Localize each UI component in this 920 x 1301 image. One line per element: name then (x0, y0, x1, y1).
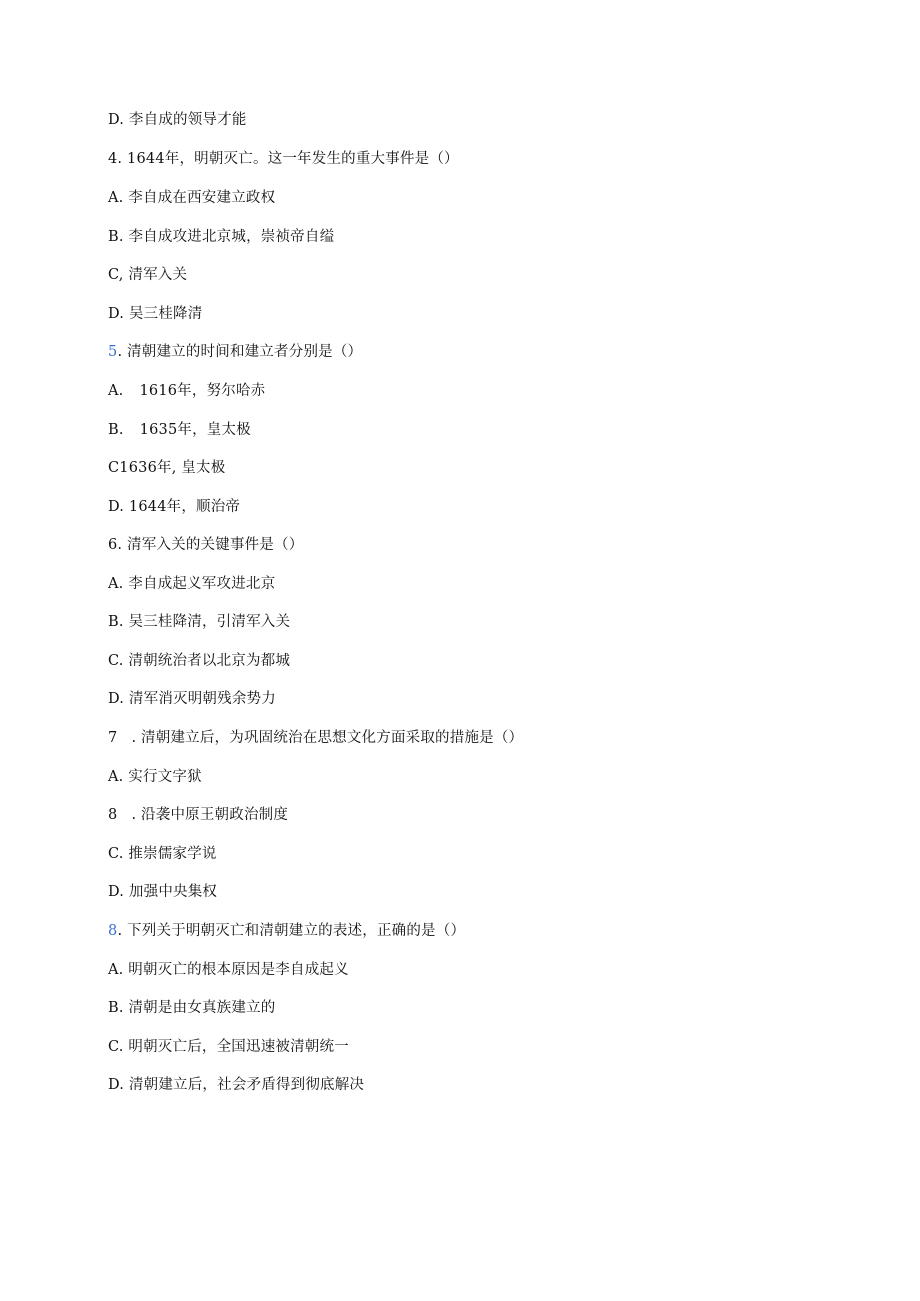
option-text: . 沿袭中原王朝政治制度 (131, 807, 289, 823)
option-b-q5 (108, 420, 251, 440)
option-b-q7 (108, 805, 288, 825)
option-number: 8 (108, 807, 118, 823)
option-c-q8: C. 明朝灭亡后，全国迅速被清朝统一 (108, 1039, 349, 1055)
option-text: 1635年，皇太极 (139, 422, 251, 438)
question-8 (108, 921, 465, 941)
option-a-q7: A. 实行文字狱 (108, 769, 202, 785)
question-number: 7 (108, 730, 118, 746)
option-c-q7: C. 推崇儒家学说 (108, 846, 217, 862)
option-a-q8: A. 明朝灭亡的根本原因是李自成起义 (108, 962, 349, 978)
option-c-q4: C, 清军入关 (108, 267, 188, 283)
question-4: 4. 1644年，明朝灭亡。这一年发生的重大事件是（） (108, 151, 459, 167)
option-b-q8: B. 清朝是由女真族建立的 (108, 1000, 276, 1016)
option-d-q8: D. 清朝建立后，社会矛盾得到彻底解决 (108, 1077, 365, 1093)
option-d-q4: D. 吴三桂降清 (108, 306, 203, 322)
option-a-q6: A. 李自成起义军攻进北京 (108, 576, 276, 592)
option-a-q5 (108, 381, 265, 401)
question-6: 6. 清军入关的关键事件是（） (108, 537, 304, 553)
option-d-q5: D. 1644年，顺治帝 (108, 499, 241, 515)
option-b-q6: B. 吴三桂降清，引清军入关 (108, 614, 291, 630)
question-text: . 清朝建立的时间和建立者分别是（） (117, 344, 363, 360)
option-d-q7: D. 加强中央集权 (108, 884, 218, 900)
option-d-q3: D. 李自成的领导才能 (108, 112, 247, 128)
option-a-q4: A. 李自成在西安建立政权 (108, 190, 276, 206)
option-letter: A. (108, 383, 124, 399)
question-number: 5 (108, 344, 118, 360)
option-c-q6: C. 清朝统治者以北京为都城 (108, 653, 291, 669)
question-text: . 清朝建立后，为巩固统治在思想文化方面采取的措施是（） (131, 730, 524, 746)
option-text: 1616年，努尔哈赤 (139, 383, 266, 399)
option-c-q5: C1636年, 皇太极 (108, 460, 226, 476)
option-b-q4: B. 李自成攻进北京城，崇祯帝自缢 (108, 229, 335, 245)
question-7 (108, 728, 523, 748)
option-d-q6: D. 清军消灭明朝残余势力 (108, 691, 276, 707)
question-text: . 下列关于明朝灭亡和清朝建立的表述，正确的是（） (117, 923, 466, 939)
question-5 (108, 342, 362, 362)
question-number: 8 (108, 923, 118, 939)
option-letter: B. (108, 422, 124, 438)
